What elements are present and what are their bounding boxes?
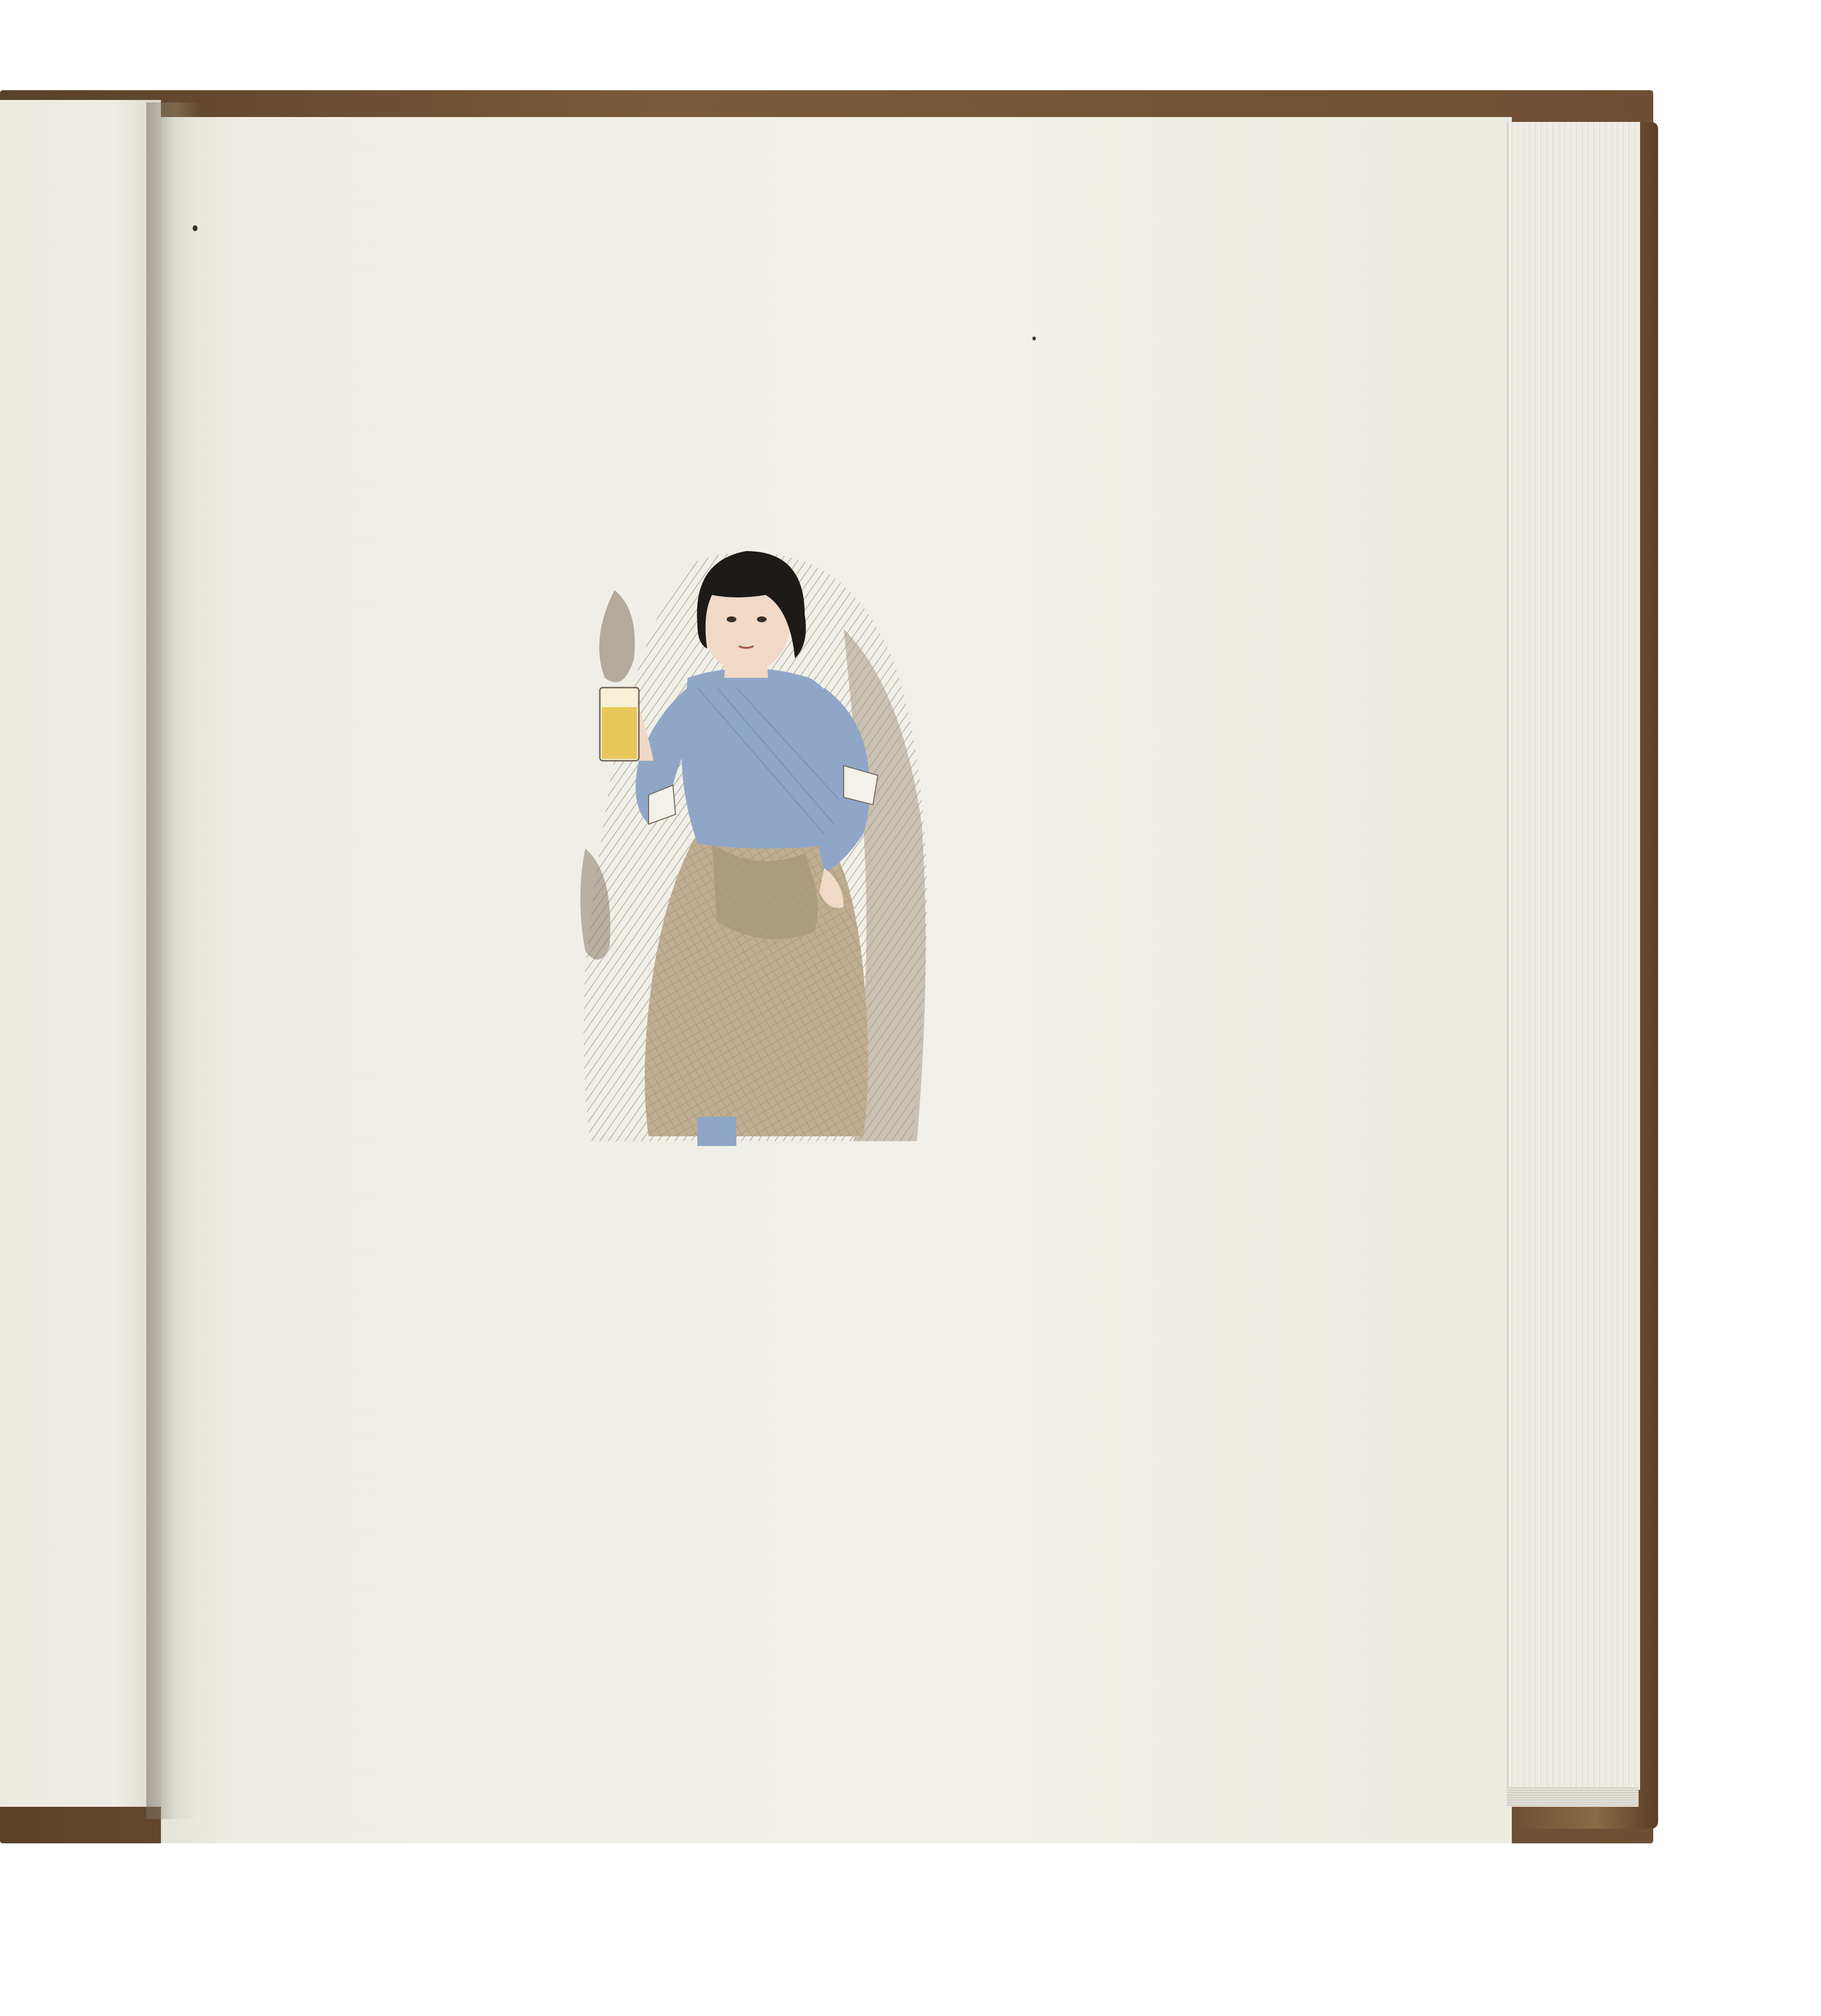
ink-speck [193, 225, 198, 231]
illustration-drawing [551, 532, 961, 1156]
gutter-shadow [146, 102, 200, 1819]
left-page [0, 100, 161, 1807]
page-bottom-edge [1507, 1787, 1639, 1807]
ink-speck [1032, 336, 1036, 340]
page-fore-edge [1507, 122, 1640, 1790]
illustration-servant-girl [551, 532, 961, 1156]
